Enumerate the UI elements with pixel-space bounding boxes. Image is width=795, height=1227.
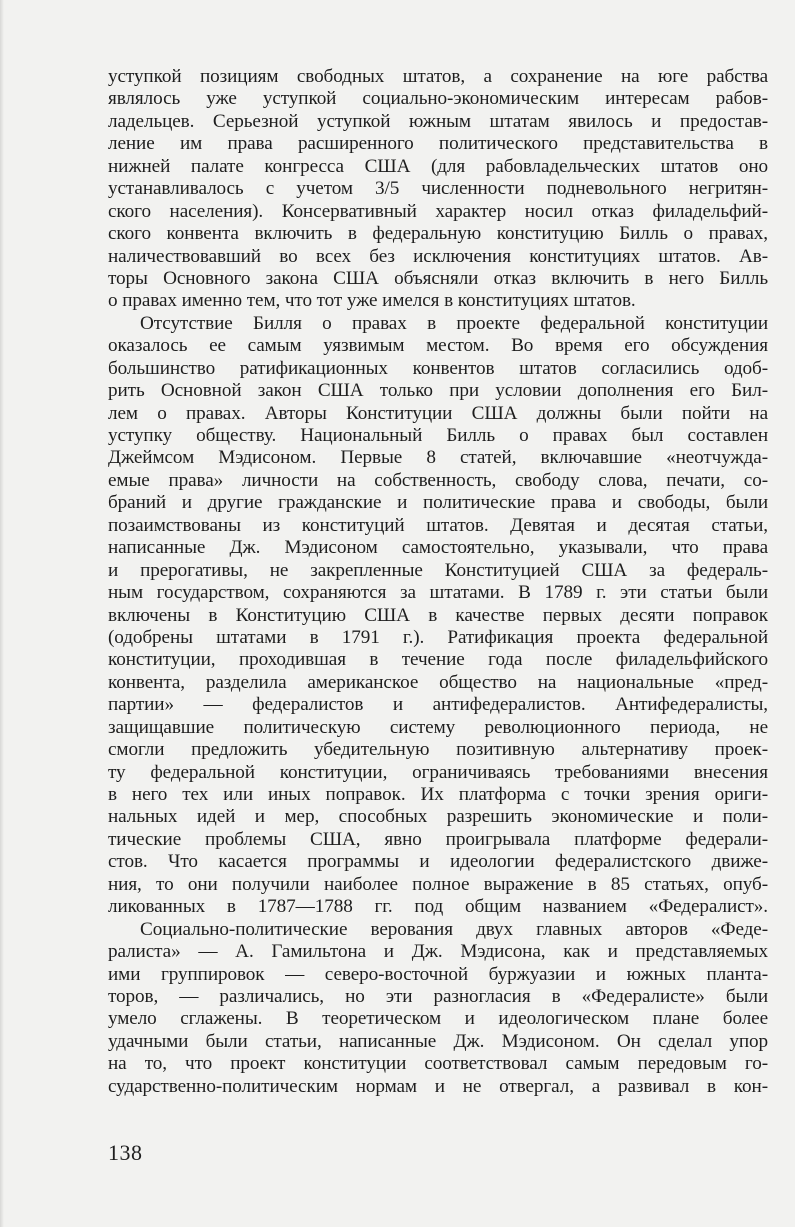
paragraph: [108, 66, 768, 313]
paragraph: [108, 919, 768, 1099]
text-line: торы Основного закона США объясняли отказ включить в него Билль: [108, 267, 768, 289]
text-line: в него тех или иных поправок. Их платформа с точки зрения ориги-: [108, 784, 768, 805]
text-line: ликованных в 1787—1788 гг. под общим названием «Федералист».: [108, 896, 768, 918]
text-line: стов. Что касается программы и идеологии федералистского движе-: [108, 851, 768, 873]
text-line: защищавшие политическую систему революционного периода, не: [108, 716, 768, 738]
text-line: оказалось ее самым уязвимым местом. Во время его обсуждения: [108, 335, 768, 357]
text-line: уступку обществу. Национальный Билль о правах был составлен: [108, 425, 768, 446]
text-line: ралиста» — А. Гамильтона и Дж. Мэдисона, как и представляемых: [108, 941, 768, 963]
text-line: ту федеральной конституции, ограничиваясь требованиями внесения: [108, 761, 768, 783]
text-line: удачными были статьи, написанные Дж. Мэдисоном. Он сделал упор: [108, 1030, 768, 1052]
text-line: позаимствованы из конституций штатов. Девятая и десятая статьи,: [108, 514, 768, 536]
text-line: ление им права расширенного политического представительства в: [108, 133, 768, 155]
text-line: браний и другие гражданские и политические права и свободы, были: [108, 492, 768, 514]
text-line: конституции, проходившая в течение года после филадельфийского: [108, 649, 768, 671]
text-line: нижней палате конгресса США (для рабовладельческих штатов оно: [108, 155, 768, 177]
paragraph: [108, 313, 768, 919]
text-line: написанные Дж. Мэдисоном самостоятельно, указывали, что права: [108, 537, 768, 559]
text-line: тические проблемы США, явно проигрывала платформе федерали-: [108, 828, 768, 850]
text-line: на то, что проект конституции соответствовал самым передовым го-: [108, 1053, 768, 1075]
text-line: емые права» личности на собственность, свободу слова, печати, со-: [108, 469, 768, 491]
text-line: рить Основной закон США только при условии дополнения его Бил-: [108, 380, 768, 402]
body-text: [108, 66, 768, 1098]
page-edge-shadow: [0, 0, 4, 1227]
text-line: большинство ратификационных конвентов штатов согласились одоб-: [108, 357, 768, 379]
text-line: уступкой позициям свободных штатов, а сохранение на юге рабства: [108, 66, 768, 87]
text-line: ладельцев. Серьезной уступкой южным штатам явилось и предостав-: [108, 110, 768, 132]
text-line: нальных идей и мер, способных разрешить экономические и поли-: [108, 806, 768, 828]
text-line: о правах именно тем, что тот уже имелся в конституциях штатов.: [108, 290, 636, 312]
page-number: 138: [108, 1140, 143, 1165]
text-line: ным государством, сохраняются за штатами. В 1789 г. эти статьи были: [108, 582, 768, 604]
text-line: партии» — федералистов и антифедералистов. Антифедералисты,: [108, 694, 768, 716]
text-line: конвента, разделила американское общество на национальные «пред-: [108, 671, 768, 693]
text-line: лем о правах. Авторы Конституции США должны были пойти на: [108, 402, 768, 424]
text-line: ими группировок — северо-восточной буржуазии и южных планта-: [108, 963, 768, 985]
text-line: умело сглажены. В теоретическом и идеологическом плане более: [108, 1008, 768, 1030]
text-line: смогли предложить убедительную позитивную альтернативу проек-: [108, 739, 768, 761]
text-line: ского конвента включить в федеральную конституцию Билль о правах,: [108, 223, 768, 245]
text-line: торов, — различались, но эти разногласия в «Федералисте» были: [108, 985, 768, 1007]
text-line: сударственно-политическим нормам и не отвергал, а развивал в кон-: [108, 1075, 768, 1097]
text-line: (одобрены штатами в 1791 г.). Ратификация проекта федеральной: [108, 626, 768, 648]
text-line: устанавливалось с учетом 3/5 численности подневольного негритян-: [108, 178, 768, 200]
text-line: ния, то они получили наиболее полное выражение в 85 статьях, опуб-: [108, 873, 768, 895]
text-line: и прерогативы, не закрепленные Конституцией США за федераль-: [108, 559, 768, 581]
text-line: Отсутствие Билля о правах в проекте федеральной конституции: [140, 312, 768, 334]
text-line: Джеймсом Мэдисоном. Первые 8 статей, включавшие «неотчужда-: [108, 447, 768, 469]
text-line: ского населения). Консервативный характер носил отказ филадельфий-: [108, 200, 768, 222]
text-line: являлось уже уступкой социально-экономическим интересам рабов-: [108, 88, 768, 110]
text-line: наличествовавший во всех без исключения конституциях штатов. Ав-: [108, 245, 768, 267]
text-line: Социально-политические верования двух главных авторов «Феде-: [140, 918, 768, 940]
text-line: включены в Конституцию США в качестве первых десяти поправок: [108, 604, 768, 626]
